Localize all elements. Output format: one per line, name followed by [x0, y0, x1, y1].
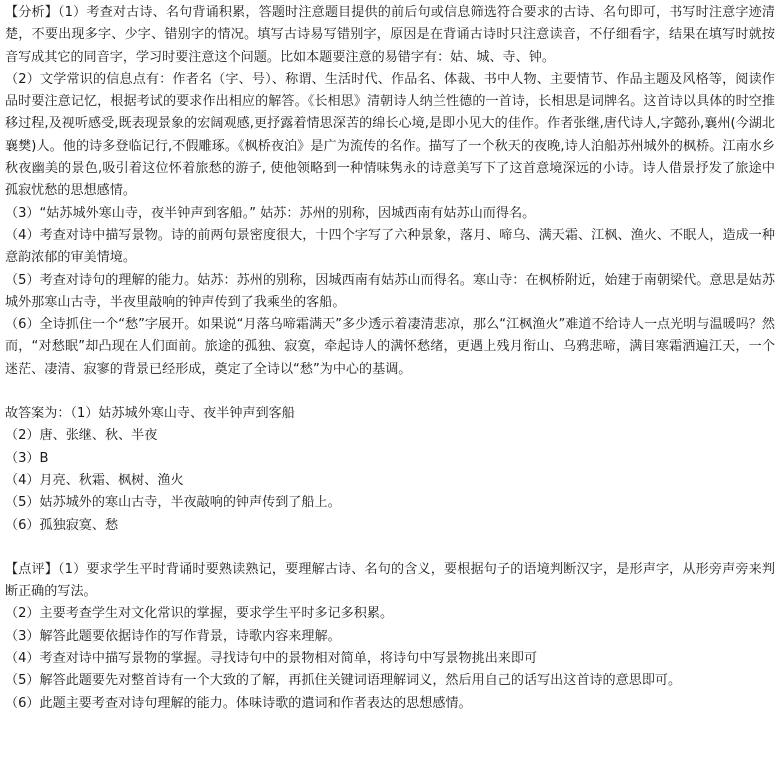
- solution-document: [5, 2, 775, 715]
- analysis-paragraph-5: （5）考查对诗句的理解的能力。姑苏：苏州的别称，因城西南有姑苏山而得名。寒山寺：在枫桥附近，始建于南朝梁代。意思是姑苏城外那寒山古寺，半夜里敲响的钟声传到了我乘坐的客船。: [5, 272, 775, 310]
- comment-paragraph-2: （2）主要考查学生对文化常识的掌握，要求学生平时多记多积累。: [5, 606, 394, 622]
- comment-paragraph-4: （4）考查对诗中描写景物的掌握。寻找诗句中的景物相对简单，将诗句中写景物挑出来即可: [5, 651, 538, 667]
- section-spacer: [5, 381, 775, 403]
- analysis-paragraph-1: 【分析】（1）考查对古诗、名句背诵积累，答题时注意题目提供的前后句或信息筛选符合要求的古诗、名句即可，书写时注意字迹清楚，不要出现多字、少字、错别字的情况。填写古诗易写错别字，原因是在背诵古诗时只注意读音，不仔细看字，结果在填写时就按音写成其它的同音字，学习时要注意这个问题。比如本题要注意的易错字有：姑、城、寺、钟。: [5, 5, 775, 65]
- answer-line-4: （4）月亮、秋霜、枫树、渔火: [5, 472, 184, 488]
- answer-line-2: （2）唐、张继、秋、半夜: [5, 428, 158, 444]
- comment-paragraph-5: （5）解答此题要先对整首诗有一个大致的了解，再抓住关键词语理解词义，然后用自己的话写出这首诗的意思即可。: [5, 673, 682, 689]
- answer-line-5: （5）姑苏城外的寒山古寺，半夜敲响的钟声传到了船上。: [5, 495, 341, 511]
- answer-line-6: （6）孤独寂寞、愁: [5, 517, 119, 533]
- answer-line-1: 故答案为：（1）姑苏城外寒山寺、夜半钟声到客船: [5, 406, 295, 422]
- comment-paragraph-6: （6）此题主要考查对诗句理解的能力。体味诗歌的遣词和作者表达的思想感情。: [5, 695, 472, 711]
- analysis-paragraph-2: （2）文学常识的信息点有：作者名（字、号）、称谓、生活时代、作品名、体裁、书中人物、主要情节、作品主题及风格等，阅读作品时要注意记忆，根据考试的要求作出相应的解答。《长相思》清朝诗人纳兰性德的一首诗，长相思是词牌名。这首诗以具体的时空推移过程,及视听感受,既表现景象的宏阔观感,更抒露着情思深苦的绵长心境,是即小见大的佳作。作者张继,唐代诗人,字懿孙,襄州(今湖北襄樊)人。他的诗多登临记行,不假雕琢。《枫桥夜泊》是广为流传的名作。描写了一个秋天的夜晚,诗人泊船苏州城外的枫桥。江南水乡秋夜幽美的景色,吸引着这位怀着旅愁的游子, 使他领略到一种情味隽永的诗意美写下了这首意境深远的小诗。诗人借景抒发了旅途中孤寂忧愁的思想感情。: [5, 71, 775, 199]
- answer-line-3: （3）B: [5, 450, 49, 466]
- analysis-paragraph-3: （3）“姑苏城外寒山寺，夜半钟声到客船。” 姑苏：苏州的别称，因城西南有姑苏山而得名。: [5, 205, 536, 221]
- section-spacer: [5, 537, 775, 559]
- analysis-paragraph-4: （4）考查对诗中描写景物。诗的前两句景密度很大，十四个字写了六种景象，落月、啼乌、满天霜、江枫、渔火、不眠人，造成一种意韵浓郁的审美情境。: [5, 227, 775, 266]
- comment-paragraph-1: 【点评】（1）要求学生平时背诵时要熟读熟记，要理解古诗、名句的含义，要根据句子的语境判断汉字，是形声字，从形旁声旁来判断正确的写法。: [5, 561, 775, 600]
- comment-paragraph-3: （3）解答此题要依据诗作的写作背景，诗歌内容来理解。: [5, 628, 341, 644]
- analysis-paragraph-6: （6）全诗抓住一个“愁”字展开。如果说“月落乌啼霜满天”多少透示着凄清悲凉，那么“江枫渔火”难道不给诗人一点光明与温暖吗？然而，“对愁眠”却凸现在人们面前。旅途的孤独、寂寞，牵起诗人的满怀愁绪，更遇上残月衔山、乌鸦悲啼，满目寒霜洒遍江天，一个迷茫、凄清、寂寥的背景已经形成，奠定了全诗以“愁”为中心的基调。: [5, 317, 775, 377]
